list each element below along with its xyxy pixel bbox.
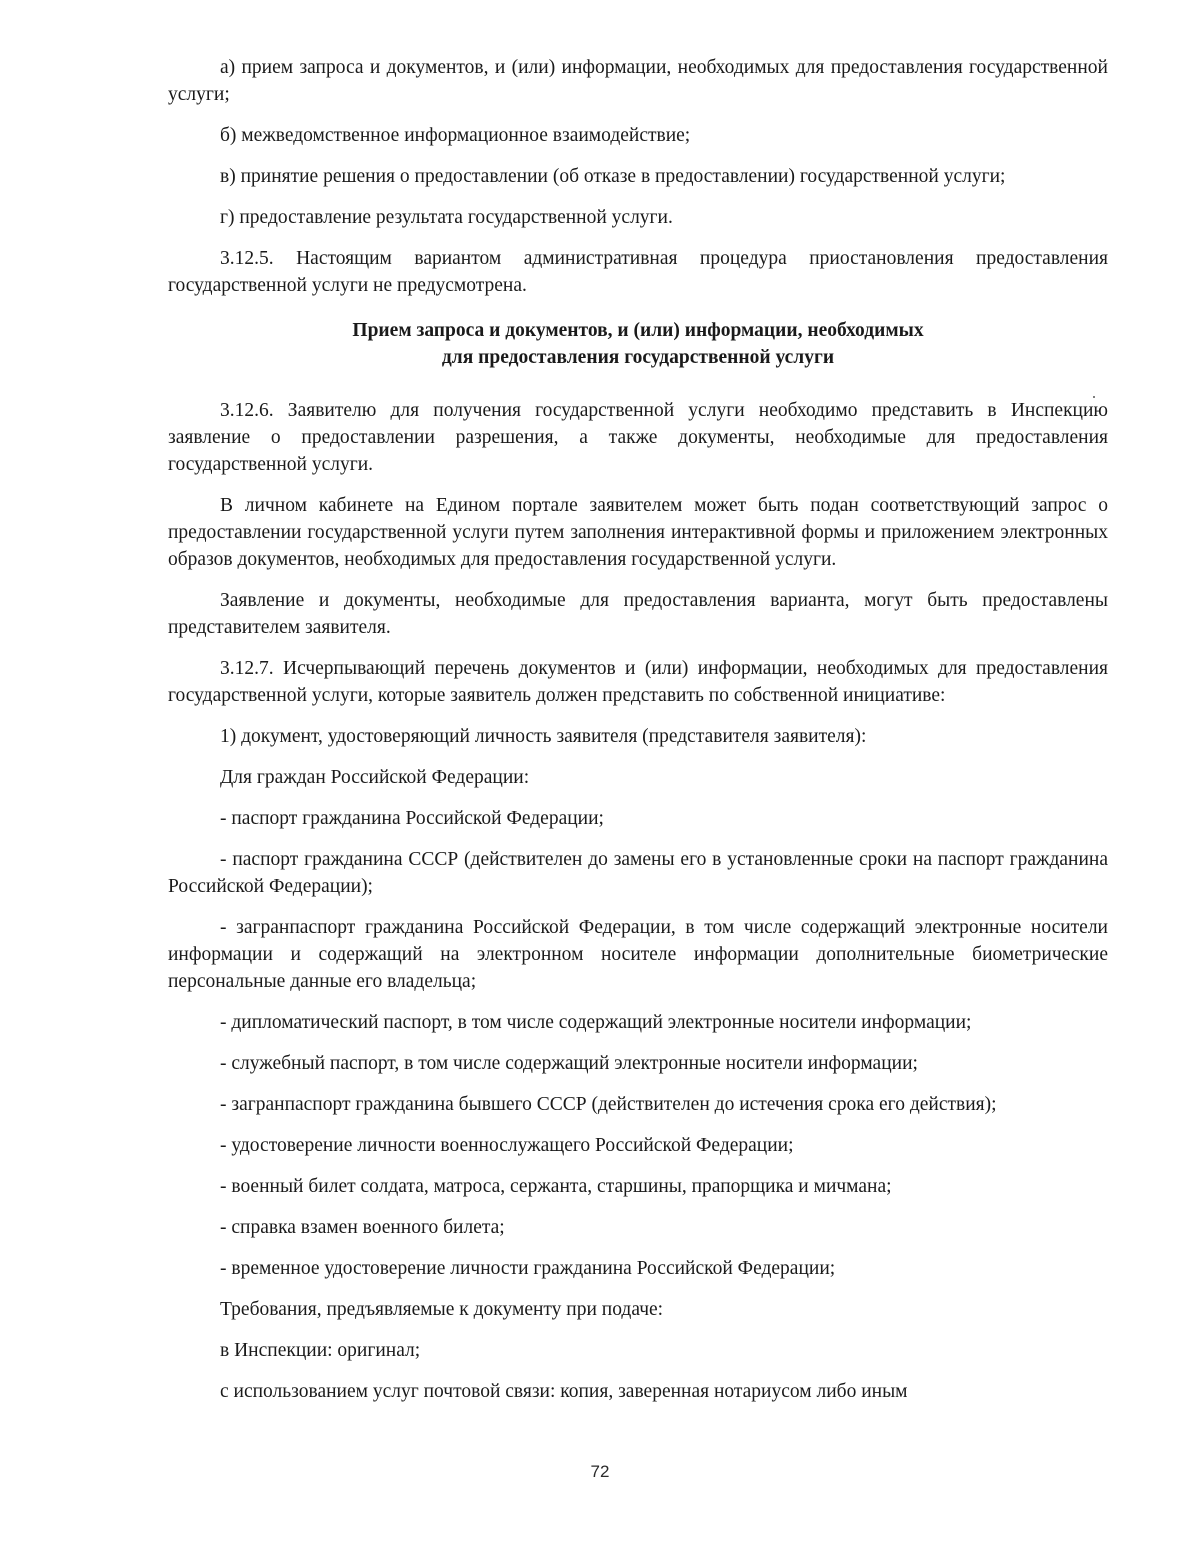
requirements-heading: Требования, предъявляемые к документу при подаче: [220, 1299, 664, 1320]
document-type-item: - загранпаспорт гражданина Российской Федерации, в том числе содержащий электронные носители информации и содержащий на электронном носителе информации дополнительные биометрические персональные данные его владельца; [168, 917, 1108, 992]
document-type-item: - паспорт гражданина Российской Федерации; [220, 808, 604, 829]
list-item-1: 1) документ, удостоверяющий личность заявителя (представителя заявителя): [220, 726, 867, 747]
document-type-item: - справка взамен военного билета; [220, 1217, 505, 1238]
document-type-item: - временное удостоверение личности гражданина Российской Федерации; [220, 1258, 836, 1279]
requirement-postal: с использованием услуг почтовой связи: копия, заверенная нотариусом либо иным [220, 1381, 908, 1402]
list-item-a: а) прием запроса и документов, и (или) информации, необходимых для предоставления государственной услуги; [168, 57, 1108, 105]
list-subheading-citizens: Для граждан Российской Федерации: [220, 767, 530, 788]
list-item-g: г) предоставление результата государственной услуги. [220, 207, 673, 228]
paragraph-3-12-5: 3.12.5. Настоящим вариантом административная процедура приостановления предоставления государственной услуги не предусмотрена. [168, 248, 1108, 296]
document-type-item: - дипломатический паспорт, в том числе содержащий электронные носители информации; [220, 1012, 972, 1033]
paragraph-representative: Заявление и документы, необходимые для предоставления варианта, могут быть предоставлены представителем заявителя. [168, 590, 1108, 638]
paragraph-3-12-6: 3.12.6. Заявителю для получения государственной услуги необходимо представить в Инспекцию заявление о предоставлении разрешения, а также документы, необходимые для предоставления государственной услуги. [168, 400, 1108, 475]
document-type-item: - удостоверение личности военнослужащего Российской Федерации; [220, 1135, 794, 1156]
paragraph-3-12-7: 3.12.7. Исчерпывающий перечень документов и (или) информации, необходимых для предоставления государственной услуги, которые заявитель должен представить по собственной инициативе: [168, 658, 1108, 706]
document-type-item: - военный билет солдата, матроса, сержанта, старшины, прапорщика и мичмана; [220, 1176, 892, 1197]
scan-speck [1093, 396, 1095, 398]
document-type-item: - загранпаспорт гражданина бывшего СССР (действителен до истечения срока его действия); [220, 1094, 997, 1115]
list-item-v: в) принятие решения о предоставлении (об отказе в предоставлении) государственной услуги; [220, 166, 1006, 187]
document-page [168, 54, 1108, 1419]
section-heading [168, 317, 1108, 371]
document-type-item: - служебный паспорт, в том числе содержащий электронные носители информации; [220, 1053, 918, 1074]
section-heading-line-2: для предоставления государственной услуги [441, 347, 835, 368]
requirement-inspection: в Инспекции: оригинал; [220, 1340, 421, 1361]
document-type-item: - паспорт гражданина СССР (действителен до замены его в установленные сроки на паспорт гражданина Российской Федерации); [168, 849, 1108, 897]
section-heading-line-1: Прием запроса и документов, и (или) информации, необходимых [352, 320, 924, 341]
paragraph-personal-cabinet: В личном кабинете на Едином портале заявителем может быть подан соответствующий запрос о предоставлении государственной услуги путем заполнения интерактивной формы и приложением электронных образов документов, необходимых для предоставления государственной услуги. [168, 495, 1108, 570]
list-item-b: б) межведомственное информационное взаимодействие; [220, 125, 691, 146]
page-number: 72 [590, 1462, 610, 1481]
